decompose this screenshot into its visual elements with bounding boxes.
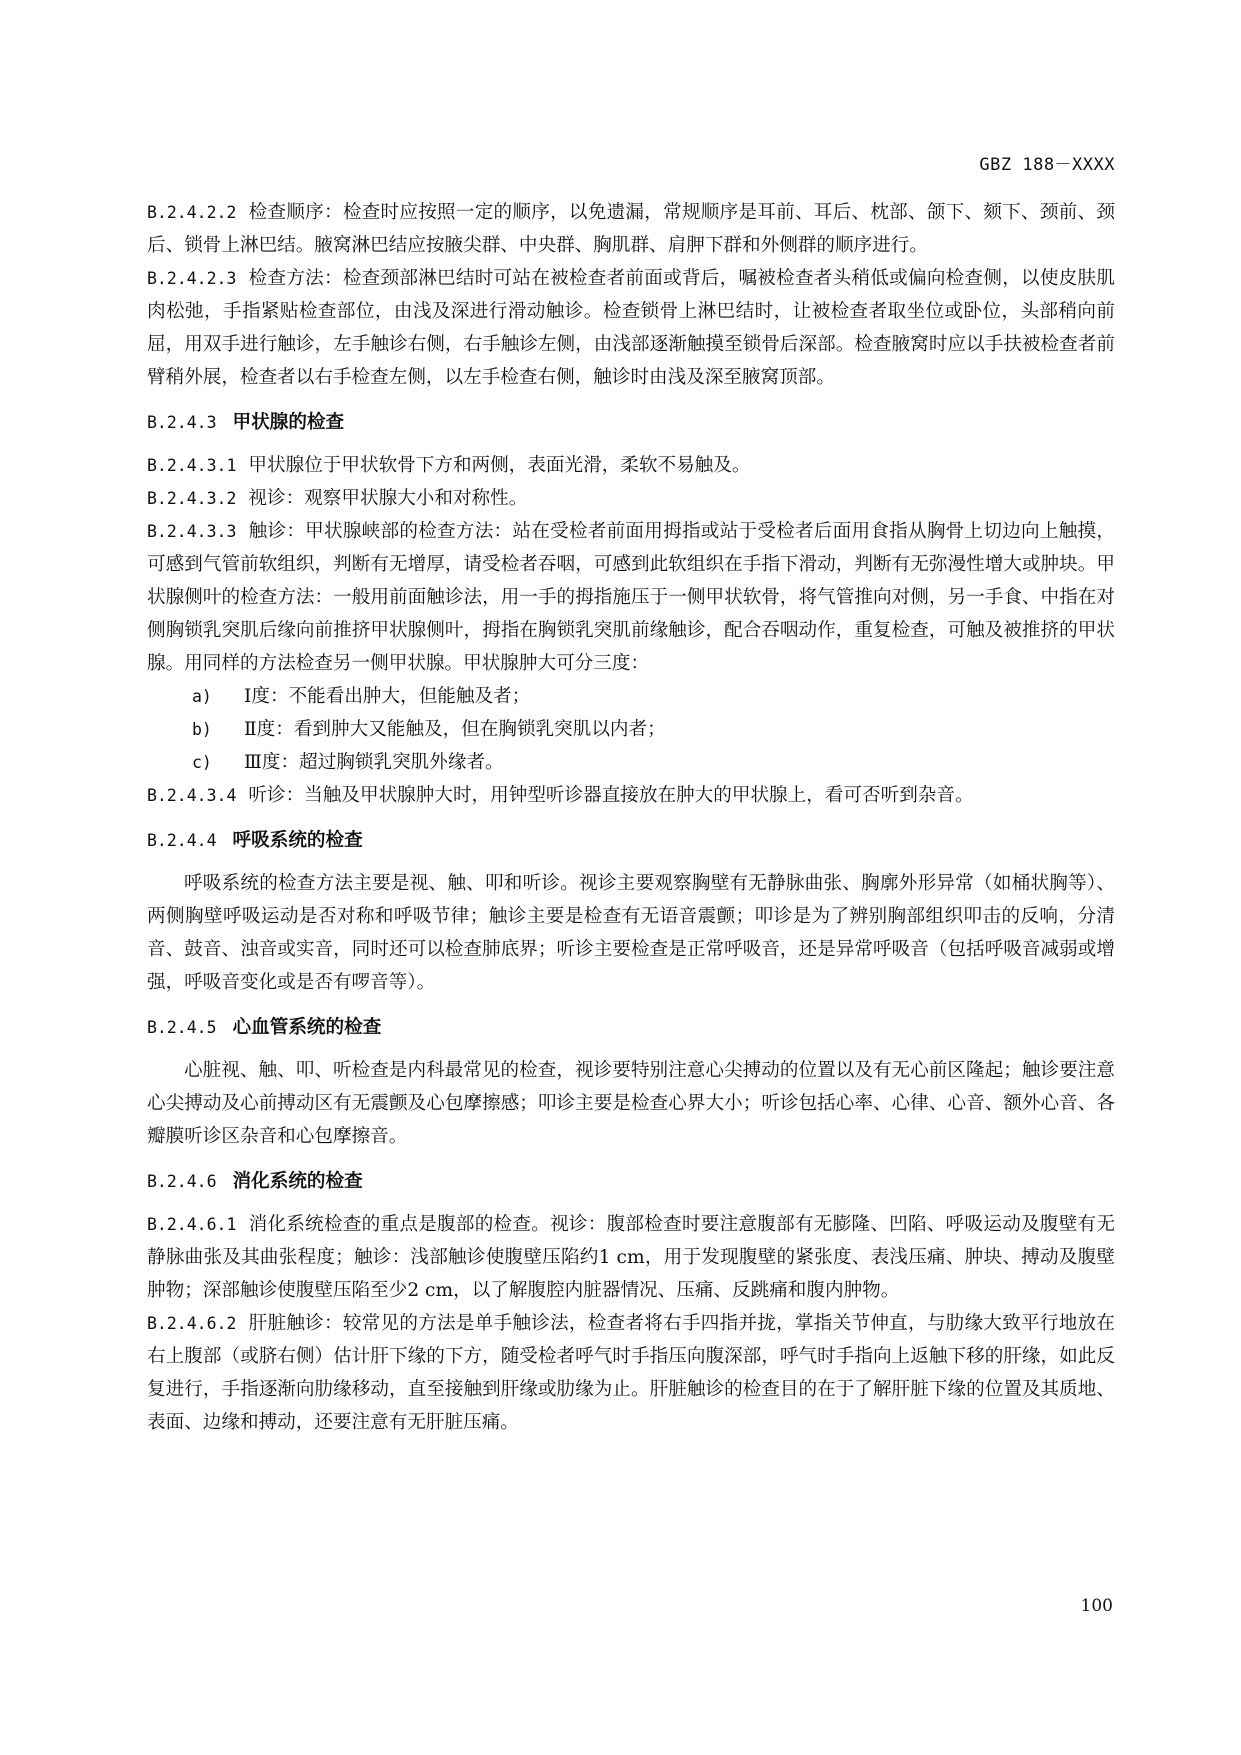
section-number: B.2.4.5 (147, 1018, 217, 1037)
list-text: Ⅲ度：超过胸锁乳突肌外缘者。 (244, 752, 504, 773)
section-heading (147, 406, 1115, 439)
clause-paragraph (147, 482, 1115, 515)
clause-text: 甲状腺位于甲状软骨下方和两侧，表面光滑，柔软不易触及。 (248, 455, 751, 476)
clause-number: B.2.4.6.1 (147, 1215, 237, 1234)
clause-text: 检查方法：检查颈部淋巴结时可站在被检查者前面或背后，嘱被检查者头稍低或偏向检查侧，以使皮肤肌肉松弛，手指紧贴检查部位，由浅及深进行滑动触诊。检查锁骨上淋巴结时，让被检查者取坐位或卧位，头部稍向前屈，用双手进行触诊，左手触诊右侧，右手触诊左侧，由浅部逐渐触摸至锁骨后深部。检查腋窝时应以手扶被检查者前臂稍外展，检查者以右手检查左侧，以左手检查右侧，触诊时由浅及深至腋窝顶部。 (147, 268, 1115, 388)
clause-number: B.2.4.3.1 (147, 456, 237, 475)
clause-number: B.2.4.3.3 (147, 522, 237, 541)
section-title: 呼吸系统的检查 (232, 830, 363, 851)
clause-paragraph (147, 449, 1115, 482)
section-heading (147, 1165, 1115, 1198)
section-number: B.2.4.4 (147, 831, 217, 850)
clause-paragraph (147, 262, 1115, 394)
clause-number: B.2.4.2.3 (147, 269, 237, 288)
clause-number: B.2.4.2.2 (147, 203, 237, 222)
clause-text: 听诊：当触及甲状腺肿大时，用钟型听诊器直接放在肿大的甲状腺上，看可否听到杂音。 (248, 785, 974, 806)
clause-paragraph (147, 196, 1115, 262)
clause-text: 视诊：观察甲状腺大小和对称性。 (248, 488, 528, 509)
clause-paragraph (147, 1208, 1115, 1307)
list-text: Ⅱ度：看到肿大又能触及，但在胸锁乳突肌以内者； (244, 719, 666, 740)
clause-number: B.2.4.3.4 (147, 786, 237, 805)
clause-paragraph (147, 779, 1115, 812)
clause-text: 肝脏触诊：较常见的方法是单手触诊法，检查者将右手四指并拢，掌指关节伸直，与肋缘大致平行地放在右上腹部（或脐右侧）估计肝下缘的下方，随受检者呼气时手指压向腹深部，呼气时手指向上返触下移的肝缘，如此反复进行，手指逐渐向肋缘移动，直至接触到肝缘或肋缘为止。肝脏触诊的检查目的在于了解肝脏下缘的位置及其质地、表面、边缘和搏动，还要注意有无肝脏压痛。 (147, 1313, 1115, 1433)
section-heading (147, 824, 1115, 857)
body-paragraph: 呼吸系统的检查方法主要是视、触、叩和听诊。视诊主要观察胸壁有无静脉曲张、胸廓外形异常（如桶状胸等）、两侧胸壁呼吸运动是否对称和呼吸节律；触诊主要是检查有无语音震颤；叩诊是为了辨别胸部组织叩击的反响，分清音、鼓音、浊音或实音，同时还可以检查肺底界；听诊主要检查是正常呼吸音，还是异常呼吸音（包括呼吸音减弱或增强，呼吸音变化或是否有啰音等）。 (147, 873, 1115, 993)
list-marker: a) (192, 687, 212, 706)
section-number: B.2.4.3 (147, 413, 217, 432)
section-title: 甲状腺的检查 (232, 412, 345, 433)
section-title: 心血管系统的检查 (232, 1017, 382, 1038)
list-item (147, 746, 1115, 779)
clause-text: 检查顺序：检查时应按照一定的顺序，以免遗漏，常规顺序是耳前、耳后、枕部、颌下、颏下、颈前、颈后、锁骨上淋巴结。腋窝淋巴结应按腋尖群、中央群、胸肌群、肩胛下群和外侧群的顺序进行。 (147, 202, 1115, 256)
list-marker: c) (192, 753, 212, 772)
list-text: Ⅰ度：不能看出肿大，但能触及者； (244, 686, 531, 707)
list-item (147, 680, 1115, 713)
clause-text: 消化系统检查的重点是腹部的检查。视诊：腹部检查时要注意腹部有无膨隆、凹陷、呼吸运动及腹壁有无静脉曲张及其曲张程度；触诊：浅部触诊使腹壁压陷约1 cm，用于发现腹壁的紧张度、表浅压痛、肿块、搏动及腹壁肿物；深部触诊使腹壁压陷至少2 cm，以了解腹腔内脏器情况、压痛、反跳痛和腹内肿物。 (147, 1214, 1115, 1301)
body-paragraph: 心脏视、触、叩、听检查是内科最常见的检查，视诊要特别注意心尖搏动的位置以及有无心前区隆起；触诊要注意心尖搏动及心前搏动区有无震颤及心包摩擦感；叩诊主要是检查心界大小；听诊包括心率、心律、心音、额外心音、各瓣膜听诊区杂音和心包摩擦音。 (147, 1060, 1115, 1147)
clause-number: B.2.4.6.2 (147, 1314, 237, 1333)
section-heading (147, 1011, 1115, 1044)
list-item (147, 713, 1115, 746)
page-number: 100 (1080, 1596, 1113, 1616)
section-number: B.2.4.6 (147, 1172, 217, 1191)
section-title: 消化系统的检查 (232, 1171, 363, 1192)
clause-text: 触诊：甲状腺峡部的检查方法：站在受检者前面用拇指或站于受检者后面用食指从胸骨上切边向上触摸，可感到气管前软组织，判断有无增厚，请受检者吞咽，可感到此软组织在手指下滑动，判断有无弥漫性增大或肿块。甲状腺侧叶的检查方法：一般用前面触诊法，用一手的拇指施压于一侧甲状软骨，将气管推向对侧，另一手食、中指在对侧胸锁乳突肌后缘向前推挤甲状腺侧叶，拇指在胸锁乳突肌前缘触诊，配合吞咽动作，重复检查，可触及被推挤的甲状腺。用同样的方法检查另一侧甲状腺。甲状腺肿大可分三度： (147, 521, 1115, 674)
clause-paragraph (147, 515, 1115, 680)
list-marker: b) (192, 720, 212, 739)
clause-paragraph (147, 1307, 1115, 1439)
document-body (147, 196, 1115, 1439)
clause-number: B.2.4.3.2 (147, 489, 237, 508)
document-code: GBZ 188－XXXX (979, 155, 1115, 175)
